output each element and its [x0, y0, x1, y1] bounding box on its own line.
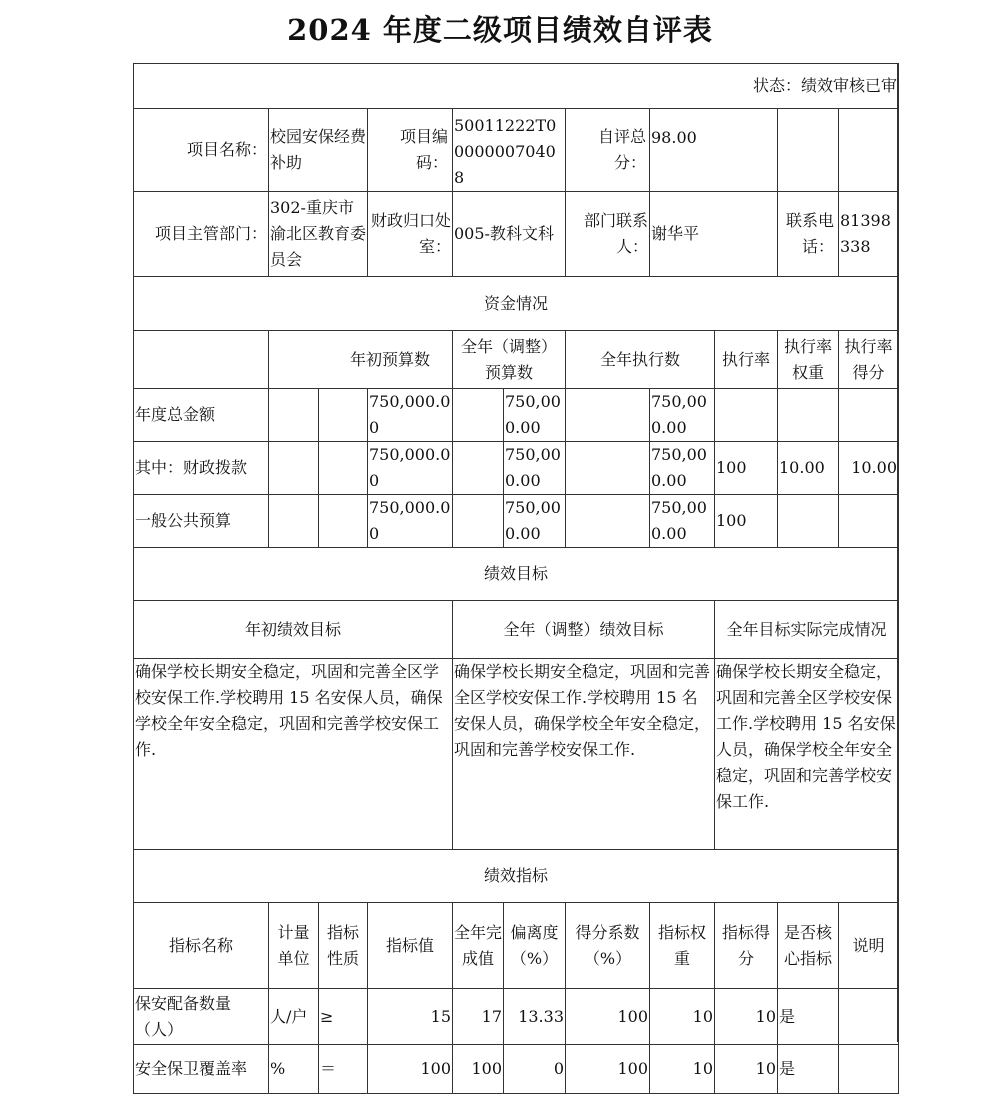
ind-header-nature: 指标性质: [319, 903, 368, 989]
ind-name: 保安配备数量（人）: [134, 989, 269, 1045]
goals-header-actual: 全年目标实际完成情况: [715, 601, 899, 659]
phone-value: 81398338: [839, 192, 899, 277]
funds-row: [134, 389, 899, 442]
funds-row-initial: 750,000.00: [368, 389, 453, 442]
ind-header-unit: 计量单位: [269, 903, 319, 989]
ind-unit: %: [269, 1045, 319, 1094]
funds-row-weight: [778, 389, 839, 442]
goals-section-title: 绩效目标: [134, 548, 899, 601]
ind-nature: ＝: [319, 1045, 368, 1094]
ind-score: 10: [715, 1045, 778, 1094]
ind-core: 是: [778, 989, 839, 1045]
finance-label: 财政归口处室：: [368, 192, 453, 277]
ind-core: 是: [778, 1045, 839, 1094]
funds-row-weight: [778, 495, 839, 548]
funds-header-empty: [134, 331, 269, 389]
funds-header-rate: 执行率: [715, 331, 778, 389]
ind-unit: 人/户: [269, 989, 319, 1045]
status-row: [134, 64, 899, 109]
ind-completed: 17: [453, 989, 504, 1045]
funds-empty-cell: [453, 442, 504, 495]
ind-completed: 100: [453, 1045, 504, 1094]
project-code-label: 项目编码：: [368, 109, 453, 192]
ind-score: 10: [715, 989, 778, 1045]
goals-actual-text: 确保学校长期安全稳定，巩固和完善全区学校安保工作.学校聘用 15 名安保人员，确保学校全年安全稳定，巩固和完善学校安保工作.: [715, 659, 899, 850]
funds-row-executed: 750,000.00: [650, 442, 715, 495]
funds-row-rate: [715, 389, 778, 442]
goals-initial-text: 确保学校长期安全稳定，巩固和完善全区学校安保工作.学校聘用 15 名安保人员，确保学校全年安全稳定，巩固和完善学校安保工作.: [134, 659, 453, 850]
ind-header-completed: 全年完成值: [453, 903, 504, 989]
ind-header-name: 指标名称: [134, 903, 269, 989]
evaluation-table: [133, 63, 899, 1094]
indicators-section-title: 绩效指标: [134, 850, 899, 903]
funds-row: [134, 442, 899, 495]
ind-header-note: 说明: [839, 903, 899, 989]
funds-header-weight: 执行率权重: [778, 331, 839, 389]
info-empty-cell: [778, 109, 839, 192]
funds-empty-cell: [269, 389, 319, 442]
funds-row-name: 年度总金额: [134, 389, 269, 442]
funds-row-executed: 750,000.00: [650, 389, 715, 442]
ind-weight: 10: [650, 1045, 715, 1094]
project-name-value: 校园安保经费补助: [269, 109, 368, 192]
funds-header-row: [134, 331, 899, 389]
dept-value: 302-重庆市渝北区教育委员会: [269, 192, 368, 277]
ind-coefficient: 100: [566, 989, 650, 1045]
funds-row-score: [839, 389, 899, 442]
info-empty-cell: [839, 109, 899, 192]
funds-row-name: 其中：财政拨款: [134, 442, 269, 495]
funds-empty-cell: [566, 495, 650, 548]
project-name-label: 项目名称：: [134, 109, 269, 192]
self-score-value: 98.00: [650, 109, 778, 192]
ind-header-deviation: 偏离度（%）: [504, 903, 566, 989]
funds-row: [134, 495, 899, 548]
indicator-row: [134, 989, 899, 1045]
ind-coefficient: 100: [566, 1045, 650, 1094]
funds-row-rate: 100: [715, 442, 778, 495]
funds-row-rate: 100: [715, 495, 778, 548]
goals-content-row: [134, 659, 899, 850]
ind-deviation: 13.33: [504, 989, 566, 1045]
funds-row-weight: 10.00: [778, 442, 839, 495]
ind-nature: ≥: [319, 989, 368, 1045]
ind-header-score: 指标得分: [715, 903, 778, 989]
funds-section-title: 资金情况: [134, 277, 899, 331]
funds-section-row: [134, 277, 899, 331]
ind-value: 15: [368, 989, 453, 1045]
funds-empty-cell: [566, 389, 650, 442]
funds-row-adjusted: 750,000.00: [504, 389, 566, 442]
funds-empty-cell: [566, 442, 650, 495]
finance-value: 005-教科文科: [453, 192, 566, 277]
funds-row-score: 10.00: [839, 442, 899, 495]
funds-row-score: [839, 495, 899, 548]
goals-header-row: [134, 601, 899, 659]
funds-row-executed: 750,000.00: [650, 495, 715, 548]
funds-header-adjusted: 全年（调整）预算数: [453, 331, 566, 389]
contact-value: 谢华平: [650, 192, 778, 277]
goals-header-adjusted: 全年（调整）绩效目标: [453, 601, 715, 659]
ind-deviation: 0: [504, 1045, 566, 1094]
funds-empty-cell: [453, 389, 504, 442]
indicators-section-row: [134, 850, 899, 903]
goals-adjusted-text: 确保学校长期安全稳定，巩固和完善全区学校安保工作.学校聘用 15 名安保人员，确保学校全年安全稳定，巩固和完善学校安保工作.: [453, 659, 715, 850]
page-title: 2024 年度二级项目绩效自评表: [287, 13, 713, 47]
funds-header-initial: 年初预算数: [269, 331, 453, 389]
ind-header-weight: 指标权重: [650, 903, 715, 989]
funds-empty-cell: [319, 442, 368, 495]
funds-empty-cell: [269, 442, 319, 495]
funds-row-adjusted: 750,000.00: [504, 495, 566, 548]
funds-row-initial: 750,000.00: [368, 495, 453, 548]
funds-header-executed: 全年执行数: [566, 331, 715, 389]
ind-name: 安全保卫覆盖率: [134, 1045, 269, 1094]
status-text: 状态：绩效审核已审: [134, 64, 899, 109]
info-row-dept: [134, 192, 899, 277]
contact-label: 部门联系人：: [566, 192, 650, 277]
funds-row-adjusted: 750,000.00: [504, 442, 566, 495]
ind-header-core: 是否核心指标: [778, 903, 839, 989]
indicator-row: [134, 1045, 899, 1094]
ind-weight: 10: [650, 989, 715, 1045]
indicators-header-row: [134, 903, 899, 989]
funds-empty-cell: [319, 389, 368, 442]
ind-header-value: 指标值: [368, 903, 453, 989]
info-row-project: [134, 109, 899, 192]
project-code-value: 50011222T000000070408: [453, 109, 566, 192]
ind-header-coefficient: 得分系数（%）: [566, 903, 650, 989]
funds-empty-cell: [319, 495, 368, 548]
goals-header-initial: 年初绩效目标: [134, 601, 453, 659]
ind-note: [839, 989, 899, 1045]
funds-row-name: 一般公共预算: [134, 495, 269, 548]
dept-label: 项目主管部门：: [134, 192, 269, 277]
goals-section-row: [134, 548, 899, 601]
ind-value: 100: [368, 1045, 453, 1094]
funds-header-score: 执行率得分: [839, 331, 899, 389]
funds-row-initial: 750,000.00: [368, 442, 453, 495]
self-score-label: 自评总分：: [566, 109, 650, 192]
funds-empty-cell: [453, 495, 504, 548]
phone-label: 联系电话：: [778, 192, 839, 277]
ind-note: [839, 1045, 899, 1094]
funds-empty-cell: [269, 495, 319, 548]
